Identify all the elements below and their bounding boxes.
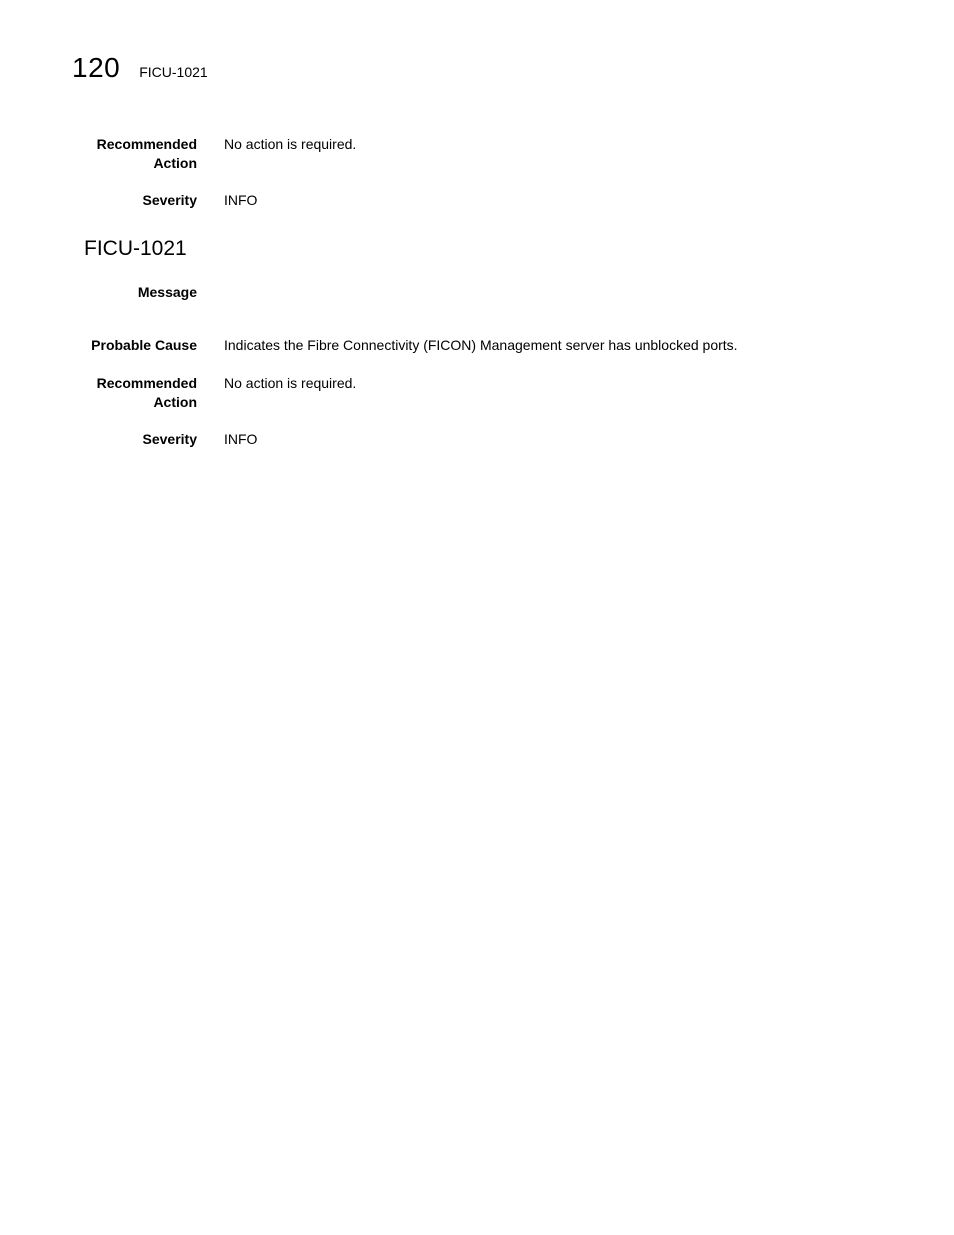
probable-cause-row [0, 336, 954, 355]
running-title: FICU-1021 [139, 64, 208, 80]
recommended-action-label [0, 135, 197, 173]
page-number: 120 [72, 52, 121, 83]
severity-value: INFO [224, 431, 258, 447]
severity-label: Severity [142, 431, 197, 447]
page-header [72, 52, 208, 92]
prev-severity-row [0, 191, 954, 210]
severity-row [0, 430, 954, 449]
recommended-action-label [0, 374, 197, 412]
label-line: Action [153, 394, 197, 410]
recommended-action-row [0, 374, 954, 412]
label-line: Recommended [96, 136, 197, 152]
message-label: Message [137, 284, 197, 300]
entry-heading: FICU-1021 [84, 237, 187, 260]
recommended-action-value: No action is required. [224, 136, 357, 152]
probable-cause-value: Indicates the Fibre Connectivity (FICON) Management server has unblocked ports. [224, 337, 738, 353]
label-line: Action [153, 155, 197, 171]
recommended-action-value: No action is required. [224, 375, 357, 391]
severity-value: INFO [224, 192, 258, 208]
probable-cause-label: Probable Cause [91, 337, 197, 353]
label-line: Recommended [96, 375, 197, 391]
prev-recommended-action-row [0, 135, 954, 173]
message-row [0, 283, 954, 302]
severity-label: Severity [142, 192, 197, 208]
